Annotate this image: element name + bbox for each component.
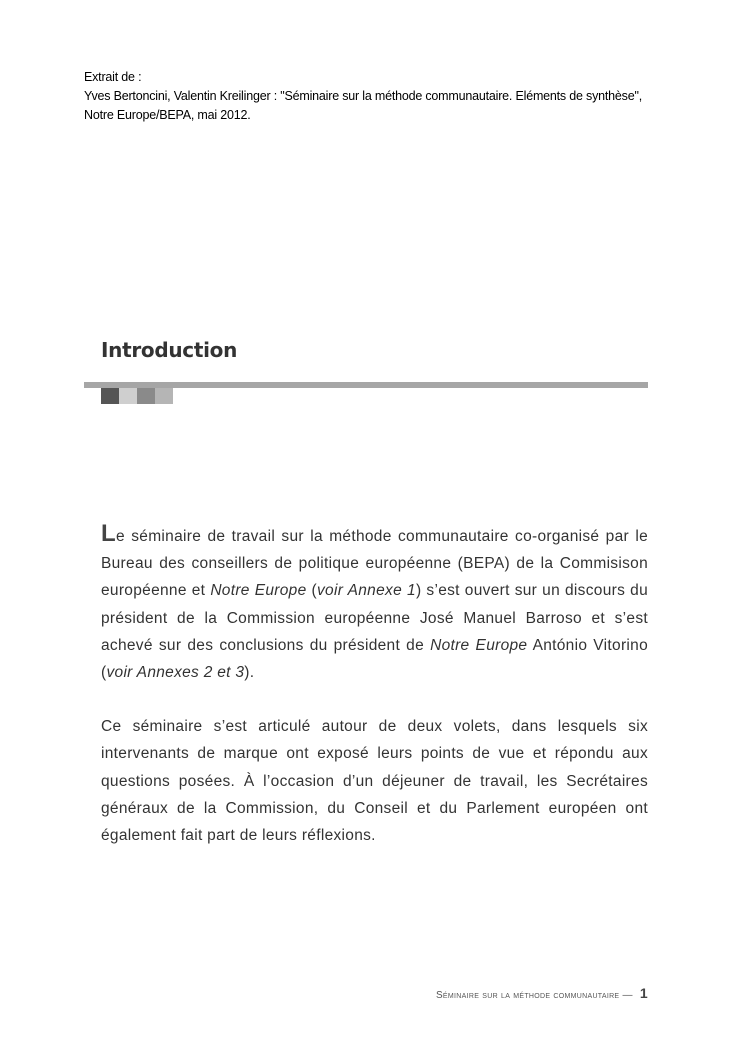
decor-square-1 xyxy=(101,388,119,404)
p1-text-c: ) s’est ouvert sur un discours du président de la Commission européenne José Manuel Barroso et s’est achevé sur des conclusions du président de xyxy=(101,582,648,654)
footer-separator: — xyxy=(622,990,633,1001)
citation-line-1: Yves Bertoncini, Valentin Kreilinger : "Séminaire sur la méthode communautaire. Eléments de synthèse", xyxy=(84,89,642,103)
section-heading: Introduction xyxy=(101,338,238,362)
p1-em-d: voir Annexes 2 et 3 xyxy=(106,664,245,682)
paragraph-2: Ce séminaire s’est articulé autour de deux volets, dans lesquels six intervenants de marque ont exposé leurs points de vue et répondu aux questions posées. À l’occasion d’un déjeuner de travail, les Secrétaires généraux de la Commission, du Conseil et du Parlement européen ont également fait part de leurs réflexions. xyxy=(101,718,648,845)
p1-em-b: voir Annexe 1 xyxy=(317,582,416,600)
p1-em-c: Notre Europe xyxy=(430,636,528,654)
p1-em-a: Notre Europe xyxy=(210,582,307,600)
page-number: 1 xyxy=(639,985,648,1001)
p1-text-e: ). xyxy=(244,664,255,682)
paragraph-1 xyxy=(101,520,648,686)
decor-square-4 xyxy=(155,388,173,404)
citation-line-2: Notre Europe/BEPA, mai 2012. xyxy=(84,108,251,122)
decor-square-3 xyxy=(137,388,155,404)
p1-text-d: António Vitorino ( xyxy=(101,636,648,682)
p1-text-a: e séminaire de travail sur la méthode communautaire co-organisé par le Bureau des conseillers de politique européenne (BEPA) de la Commisison européenne et xyxy=(101,528,648,600)
decorative-squares xyxy=(101,388,173,404)
p1-text-b: ( xyxy=(306,582,317,600)
source-citation xyxy=(84,68,704,125)
body-text xyxy=(101,520,648,876)
page-footer xyxy=(436,985,648,1001)
source-label: Extrait de : xyxy=(84,70,142,84)
running-title: Séminaire sur la méthode communautaire xyxy=(435,990,620,1001)
dropcap: L xyxy=(101,520,116,547)
decor-square-2 xyxy=(119,388,137,404)
